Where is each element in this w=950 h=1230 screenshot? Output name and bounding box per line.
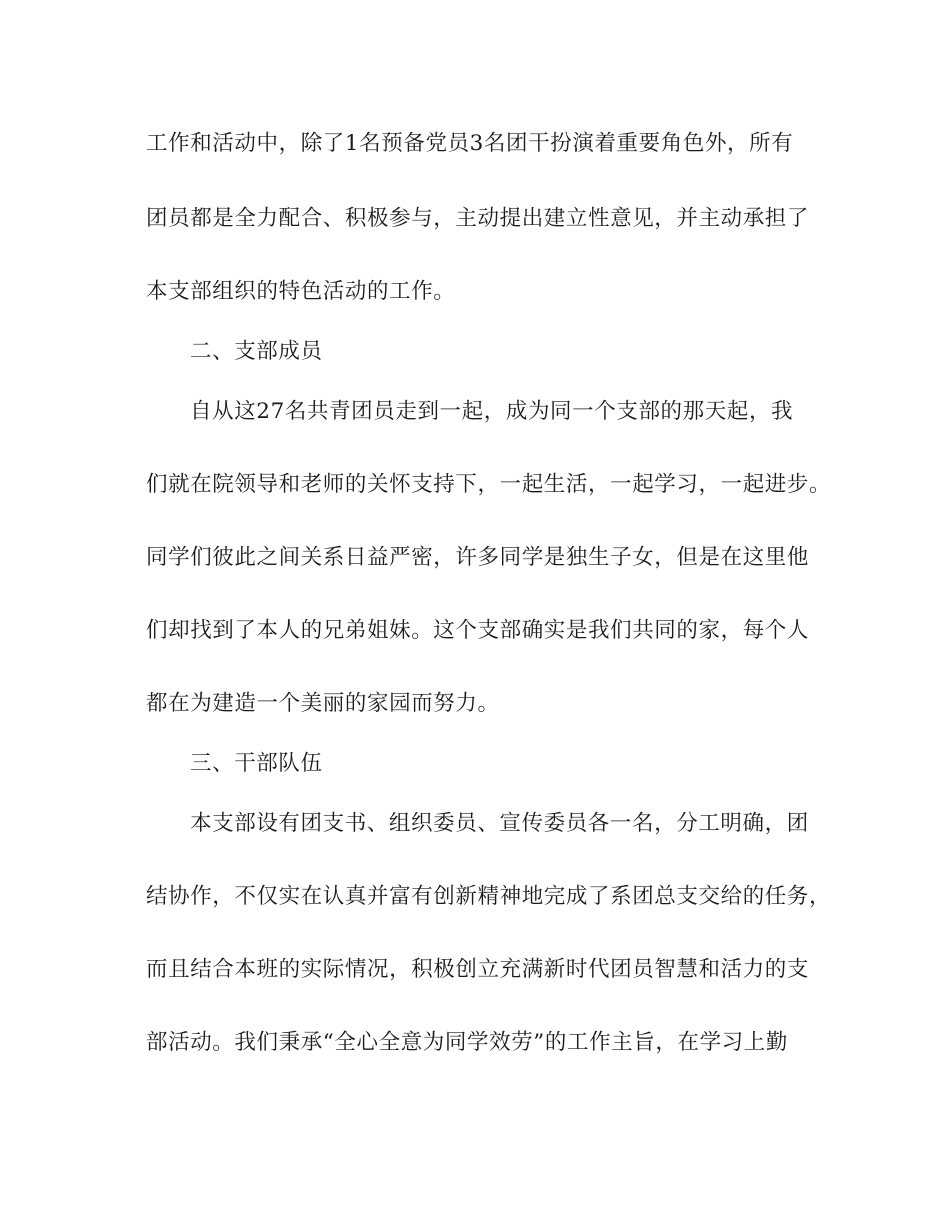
text-line-7: 同学们彼此之间关系日益严密，许多同学是独生子女，但是在这里他	[146, 545, 810, 570]
text-line-5: 自从这27名共青团员走到一起，成为同一个支部的那天起，我	[190, 399, 794, 424]
text-line-2: 团员都是全力配合、积极参与，主动提出建立性意见，并主动承担了	[146, 206, 810, 231]
text-line-3: 本支部组织的特色活动的工作。	[146, 279, 456, 304]
text-line-12: 结协作，不仅实在认真并富有创新精神地完成了系团总支交给的任务，	[146, 884, 832, 909]
text-line-6: 们就在院领导和老师的关怀支持下，一起生活，一起学习，一起进步。	[146, 472, 832, 497]
section-heading-cadres: 三、干部队伍	[190, 751, 323, 776]
section-heading-members: 二、支部成员	[190, 339, 323, 364]
text-line-1: 工作和活动中，除了1名预备党员3名团干扮演着重要角色外，所有	[146, 131, 794, 156]
text-line-11: 本支部设有团支书、组织委员、宣传委员各一名，分工明确，团	[190, 811, 809, 836]
text-line-9: 都在为建造一个美丽的家园而努力。	[146, 691, 500, 716]
text-line-14: 部活动。我们秉承“全心全意为同学效劳”的工作主旨，在学习上勤	[146, 1030, 788, 1055]
text-line-8: 们却找到了本人的兄弟姐妹。这个支部确实是我们共同的家，每个人	[146, 618, 810, 643]
text-line-13: 而且结合本班的实际情况，积极创立充满新时代团员智慧和活力的支	[146, 957, 810, 982]
